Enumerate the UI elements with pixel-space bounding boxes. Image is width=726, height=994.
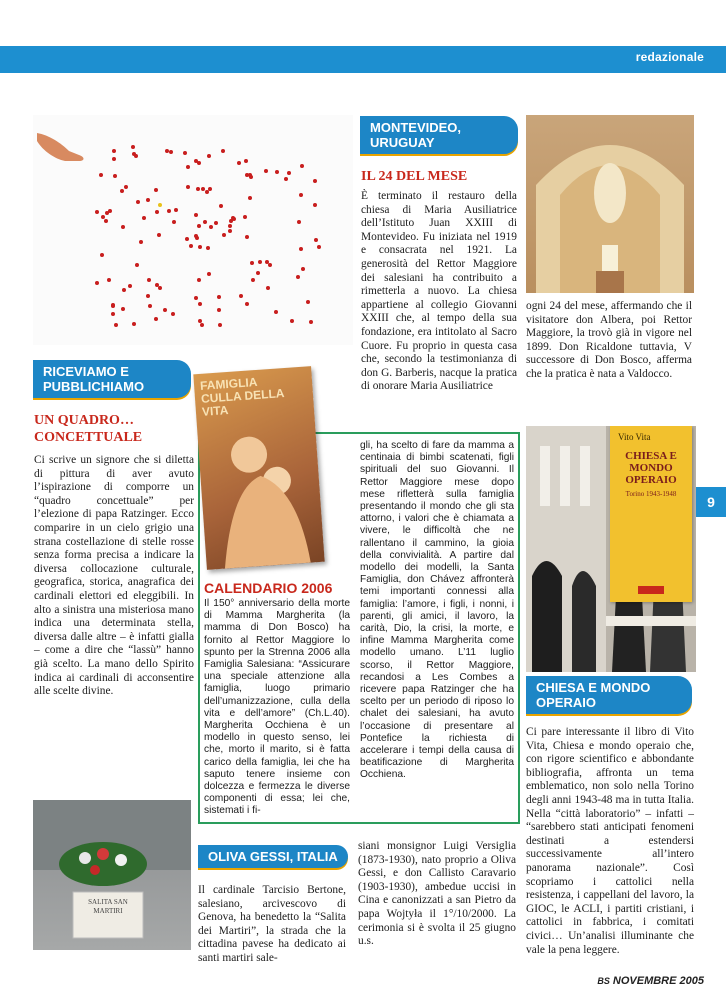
red-star — [95, 281, 99, 285]
calendario-text-col1: Il 150° anniversario della morte di Mamma Margherita (la mamma di Don Bosco) ha fornito al Rettor Maggiore lo spunto per la Strenna 2006 alla Famiglia Salesiana: “Assicurare una speciale attenzione alla famiglia, luogo primario dell’umanizzazione, culla della vita e dell’amore” (Ch.L.40). Margherita Occhiena è un modello in questo senso, lei che, morto il marito, si è fatta carico della famiglia, lei che ha saputo tenere insieme con dolcezza e fermezza le diverse componenti di essa; lei che, sistemati i fi- — [204, 598, 350, 817]
red-star — [301, 267, 305, 271]
red-star — [100, 253, 104, 257]
red-star — [186, 165, 190, 169]
red-star — [146, 198, 150, 202]
red-star — [306, 300, 310, 304]
red-star — [249, 175, 253, 179]
red-star — [189, 244, 193, 248]
red-star — [124, 185, 128, 189]
red-star — [275, 170, 279, 174]
red-star — [309, 320, 313, 324]
red-star — [158, 286, 162, 290]
red-star — [147, 278, 151, 282]
red-star — [154, 317, 158, 321]
section-label: redazionale — [635, 50, 704, 64]
red-star — [131, 145, 135, 149]
red-star — [218, 323, 222, 327]
red-star — [121, 307, 125, 311]
red-star — [136, 200, 140, 204]
red-star — [317, 245, 321, 249]
red-star — [231, 216, 235, 220]
red-star — [266, 286, 270, 290]
chiesa-text: Ci pare interessante il libro di Vito Vita, Chiesa e mondo operaio che, con rigore scientifico e abbondante bibliografia, affronta un tema emblematico, non solo nella Torino degli anni 1943-48 ma in tutta Italia. Nella “città laboratorio” – infatti – “sarebbero stati anticipati fenomeni destinati a estendersi successivamente all’intero panorama nazionale”. Così scopriamo i cattolici nella resistenza, i cappellani del lavoro, la GIOC, le ACLI, i partiti cristiani, i cattolici in fabbrica, i comitati civici… Un’analisi illuminante che vale la pena leggere. — [526, 726, 694, 956]
red-star — [99, 173, 103, 177]
red-star — [172, 220, 176, 224]
riceviamo-heading: UN QUADRO… CONCETTUALE — [34, 413, 143, 445]
constellation-painting — [33, 115, 353, 345]
red-star — [112, 157, 116, 161]
flowers-wreath-icon — [33, 800, 191, 950]
red-star — [163, 308, 167, 312]
plaque-photo — [33, 800, 191, 950]
red-star — [248, 196, 252, 200]
red-star — [132, 152, 136, 156]
red-star — [217, 295, 221, 299]
red-star — [154, 188, 158, 192]
red-star — [111, 312, 115, 316]
red-star — [120, 189, 124, 193]
church-photo — [526, 115, 694, 293]
montevideo-text-col1: È terminato il restauro della chiesa di Maria Ausiliatrice dell’Istituto Juan XXIII di Montevideo. Fu iniziata nel 1919 e consacrata nel 1921. La generosità del Rettor Maggiore dei salesiani ha contribuito a rimetterla a nuovo. La chiesa appartiene al collegio Giovanni XXIII che, al tempo della sua fondazione, era intitolato al Sacro Cuore. Fu proprio in questa casa che, secondo la testimonianza di don G. Barberis, nacque la pratica di onorare Maria Ausiliatrice — [361, 190, 517, 393]
red-star — [197, 224, 201, 228]
red-star — [196, 187, 200, 191]
red-star — [203, 220, 207, 224]
footer-issue — [597, 975, 704, 987]
red-star — [284, 177, 288, 181]
red-star — [128, 284, 132, 288]
red-star — [139, 240, 143, 244]
red-star — [228, 224, 232, 228]
red-star — [95, 210, 99, 214]
red-star — [155, 210, 159, 214]
red-star — [169, 150, 173, 154]
red-star — [313, 203, 317, 207]
book-publisher-logo-icon — [638, 586, 664, 594]
red-star — [245, 173, 249, 177]
red-star — [222, 233, 226, 237]
church-apse-icon — [526, 115, 694, 293]
book-subtitle: Torino 1943-1948 — [625, 490, 677, 498]
red-star — [314, 238, 318, 242]
red-star — [122, 288, 126, 292]
red-star — [183, 151, 187, 155]
red-star — [148, 304, 152, 308]
calendar-cover-title: FAMIGLIA CULLA DELLA VITA — [199, 374, 285, 419]
book-jacket — [610, 426, 692, 602]
red-star — [113, 174, 117, 178]
chiesa-pill: CHIESA E MONDO OPERAIO — [526, 676, 692, 714]
red-star — [185, 237, 189, 241]
riceviamo-pill: RICEVIAMO E PUBBLICHIAMO — [33, 360, 191, 398]
red-star — [221, 149, 225, 153]
calendar-cover — [193, 366, 324, 570]
red-star — [245, 302, 249, 306]
yellow-star — [158, 203, 162, 207]
red-star — [114, 323, 118, 327]
red-star — [132, 322, 136, 326]
red-star — [121, 225, 125, 229]
red-star — [167, 209, 171, 213]
oliva-text-col2: siani monsignor Luigi Versiglia (1873-1930), nato proprio a Oliva Gessi, e don Callisto Caravario (1903-1930), ambedue uccisi in Cina e canonizzati a san Pietro da papa Wojtyła il 1°/10/2000. La cerimonia si è svolta il 25 giugno u.s. — [358, 840, 516, 948]
red-star — [142, 216, 146, 220]
red-star — [258, 260, 262, 264]
calendario-text-col2: gli, ha scelto di fare da mamma a centinaia di bimbi scatenati, figli spirituali del suo Giovanni. Il Rettor Maggiore mese dopo mese rifletterà sulla famiglia presentando il mondo che gli sta attorno, i valori che è chiamata a vivere, le difficoltà che ne rallentano il cammino, la gioia della convivialità. A partire dal modello dei modelli, la Santa Famiglia, don Chávez affronterà temi importanti connessi alla famiglia: l’amore, i figli, i nonni, i parenti, gli amici, il lavoro, la carità, Dio, la crisi, la morte, e infine Mamma Margherita come modello umano. L’11 luglio scorso, il Rettor Maggiore, recandosi a Les Combes a ricevere papa Ratzinger che ha scelto per un periodo di riposo lo chalet dei salesiani, ha avuto l’occasione di presentare al Pontefice la richiesta di accelerare i tempi della causa di beatificazione di Margherita Occhiena. — [360, 440, 514, 781]
red-star — [245, 235, 249, 239]
red-star — [217, 308, 221, 312]
plaque-text: SALITA SAN MARTIRI — [88, 898, 128, 915]
book-author: Vito Vita — [618, 432, 651, 442]
red-star — [297, 220, 301, 224]
red-star — [274, 310, 278, 314]
red-star — [207, 272, 211, 276]
red-star — [194, 159, 198, 163]
red-star — [237, 161, 241, 165]
red-star — [299, 247, 303, 251]
red-star — [205, 190, 209, 194]
red-star — [207, 154, 211, 158]
red-star — [135, 263, 139, 267]
red-star — [219, 204, 223, 208]
red-star — [174, 208, 178, 212]
riceviamo-text: Ci scrive un signore che si diletta di pittura di aver avuto l’ispirazione di comporre un “quadro concettuale” per l’elezione di papa Ratzinger. Ecco comparire in un cielo grigio una strana costellazione di stelle rosse senza forma precisa a indicare la diversa collocazione culturale, geografica, storica, anagrafica dei cardinali elettori ed eleggibili. In alto a sinistra una misteriosa mano indica una determinata stella, diversa dalle altre – è infatti gialla – come a dire che “lassù” hanno già scelto. La mano dello Spirito indica ai cardinali di acconsentire alle scelte divine. — [34, 454, 194, 698]
calendario-heading: CALENDARIO 2006 — [204, 580, 333, 596]
red-star — [228, 229, 232, 233]
oliva-pill: OLIVA GESSI, ITALIA — [198, 845, 348, 868]
red-star — [194, 296, 198, 300]
red-star — [197, 278, 201, 282]
red-star — [313, 179, 317, 183]
page-number-tab: 9 — [696, 487, 726, 517]
red-star — [104, 219, 108, 223]
red-star — [251, 278, 255, 282]
red-star — [198, 245, 202, 249]
red-star — [198, 302, 202, 306]
red-star — [146, 294, 150, 298]
red-star — [107, 278, 111, 282]
red-star — [209, 225, 213, 229]
red-star — [250, 261, 254, 265]
montevideo-text-col2: ogni 24 del mese, affermando che il visitatore don Albera, poi Rettor Maggiore, la trovò già in vigore nel 1899. Don Ricaldone tuttavia, V successore di Don Bosco, afferma che la pratica è nata a Valdocco. — [526, 300, 692, 380]
oliva-text-col1: Il cardinale Tarcisio Bertone, salesiano, arcivescovo di Genova, ha benedetto la “Salita dei Martiri”, la strada che la cittadina pavese ha dedicato ai santi martiri sale- — [198, 884, 346, 964]
header-band — [0, 46, 726, 73]
book-title: CHIESA E MONDO OPERAIO — [625, 450, 677, 486]
montevideo-pill: MONTEVIDEO, URUGUAY — [360, 116, 518, 154]
mother-child-illustration — [197, 412, 325, 570]
red-star — [290, 319, 294, 323]
red-star — [111, 304, 115, 308]
red-star — [244, 159, 248, 163]
red-star — [171, 312, 175, 316]
red-star — [214, 221, 218, 225]
footer-magazine: BS — [597, 976, 610, 986]
book-cover — [526, 426, 696, 672]
red-star — [287, 171, 291, 175]
pointing-hand-icon — [35, 125, 95, 170]
red-star — [186, 185, 190, 189]
red-star — [243, 215, 247, 219]
red-star — [300, 164, 304, 168]
red-star — [264, 169, 268, 173]
red-star — [105, 211, 109, 215]
montevideo-heading: IL 24 DEL MESE — [361, 169, 468, 184]
red-star — [200, 323, 204, 327]
red-star — [206, 246, 210, 250]
red-star — [256, 271, 260, 275]
red-star — [296, 275, 300, 279]
red-star — [299, 193, 303, 197]
red-star — [112, 149, 116, 153]
red-star — [157, 233, 161, 237]
red-star — [194, 213, 198, 217]
red-star — [239, 294, 243, 298]
footer-date: NOVEMBRE 2005 — [612, 975, 704, 987]
